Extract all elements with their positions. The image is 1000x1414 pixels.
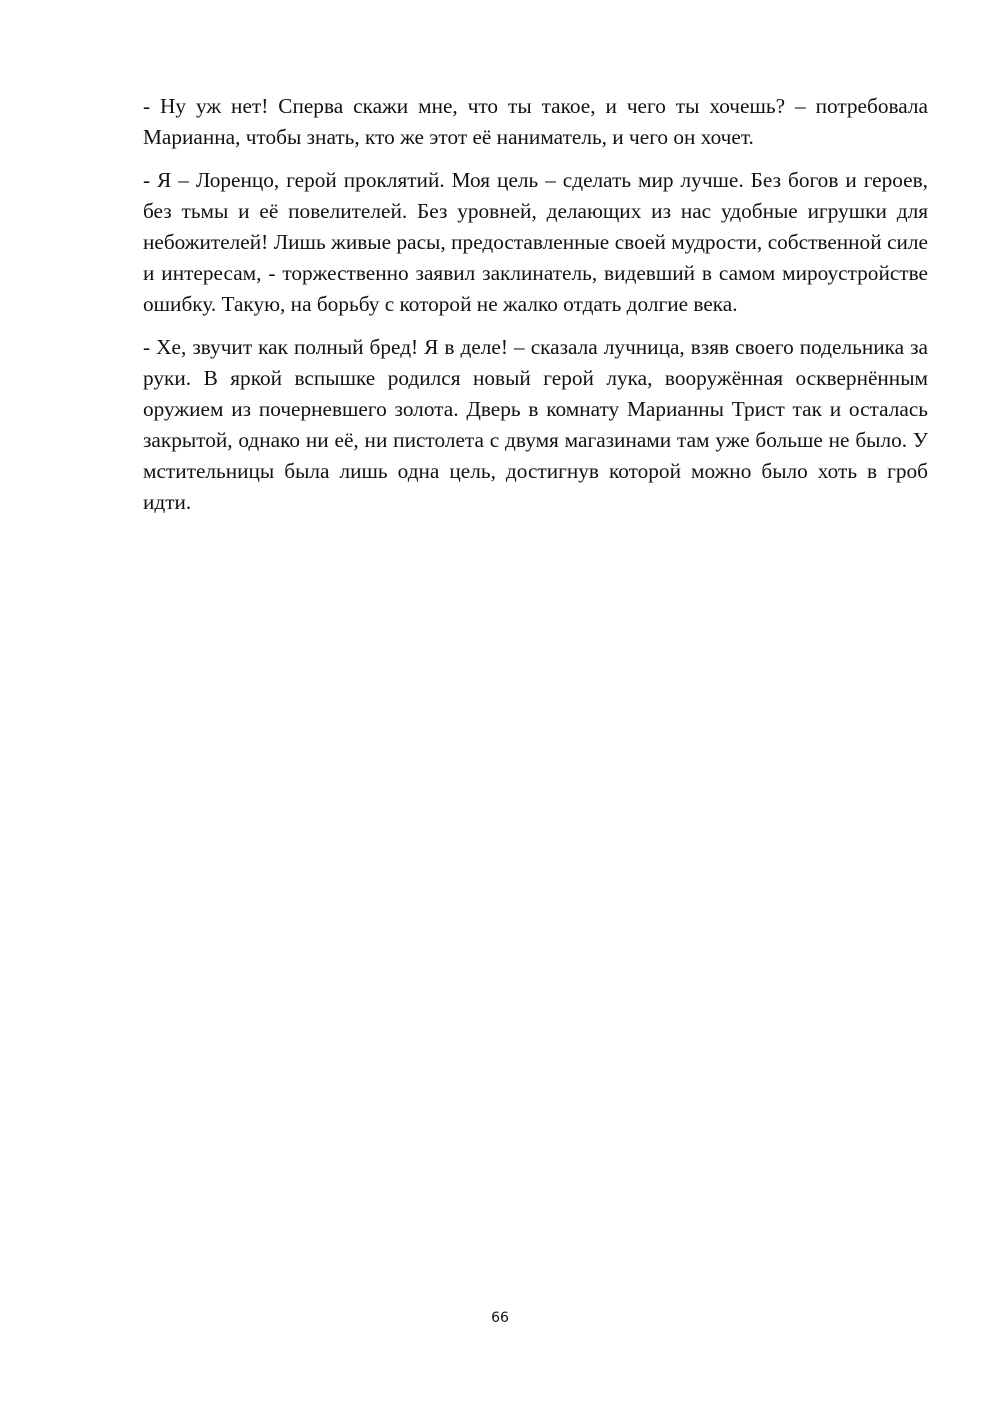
paragraph-1: - Ну уж нет! Сперва скажи мне, что ты такое, и чего ты хочешь? – потребовала Марианна, чтобы знать, кто же этот её наниматель, и чего он хочет. [143, 94, 928, 149]
paragraph-3: - Хе, звучит как полный бред! Я в деле! – сказала лучница, взяв своего подельника за руки. В яркой вспышке родился новый герой лука, вооружённая осквернённым оружием из почерневшего золота. Дверь в комнату Марианны Трист так и осталась закрытой, однако ни её, ни пистолета с двумя магазинами там уже больше не было. У мстительницы была лишь одна цель, достигнув которой можно было хоть в гроб идти. [143, 335, 928, 514]
text-body [143, 91, 928, 530]
page-number: 66 [491, 1310, 509, 1326]
paragraph-2: - Я – Лоренцо, герой проклятий. Моя цель – сделать мир лучше. Без богов и героев, без тьмы и её повелителей. Без уровней, делающих из нас удобные игрушки для небожителей! Лишь живые расы, предоставленные своей мудрости, собственной силе и интересам, - торжественно заявил заклинатель, видевший в самом мироустройстве ошибку. Такую, на борьбу с которой не жалко отдать долгие века. [143, 168, 928, 316]
